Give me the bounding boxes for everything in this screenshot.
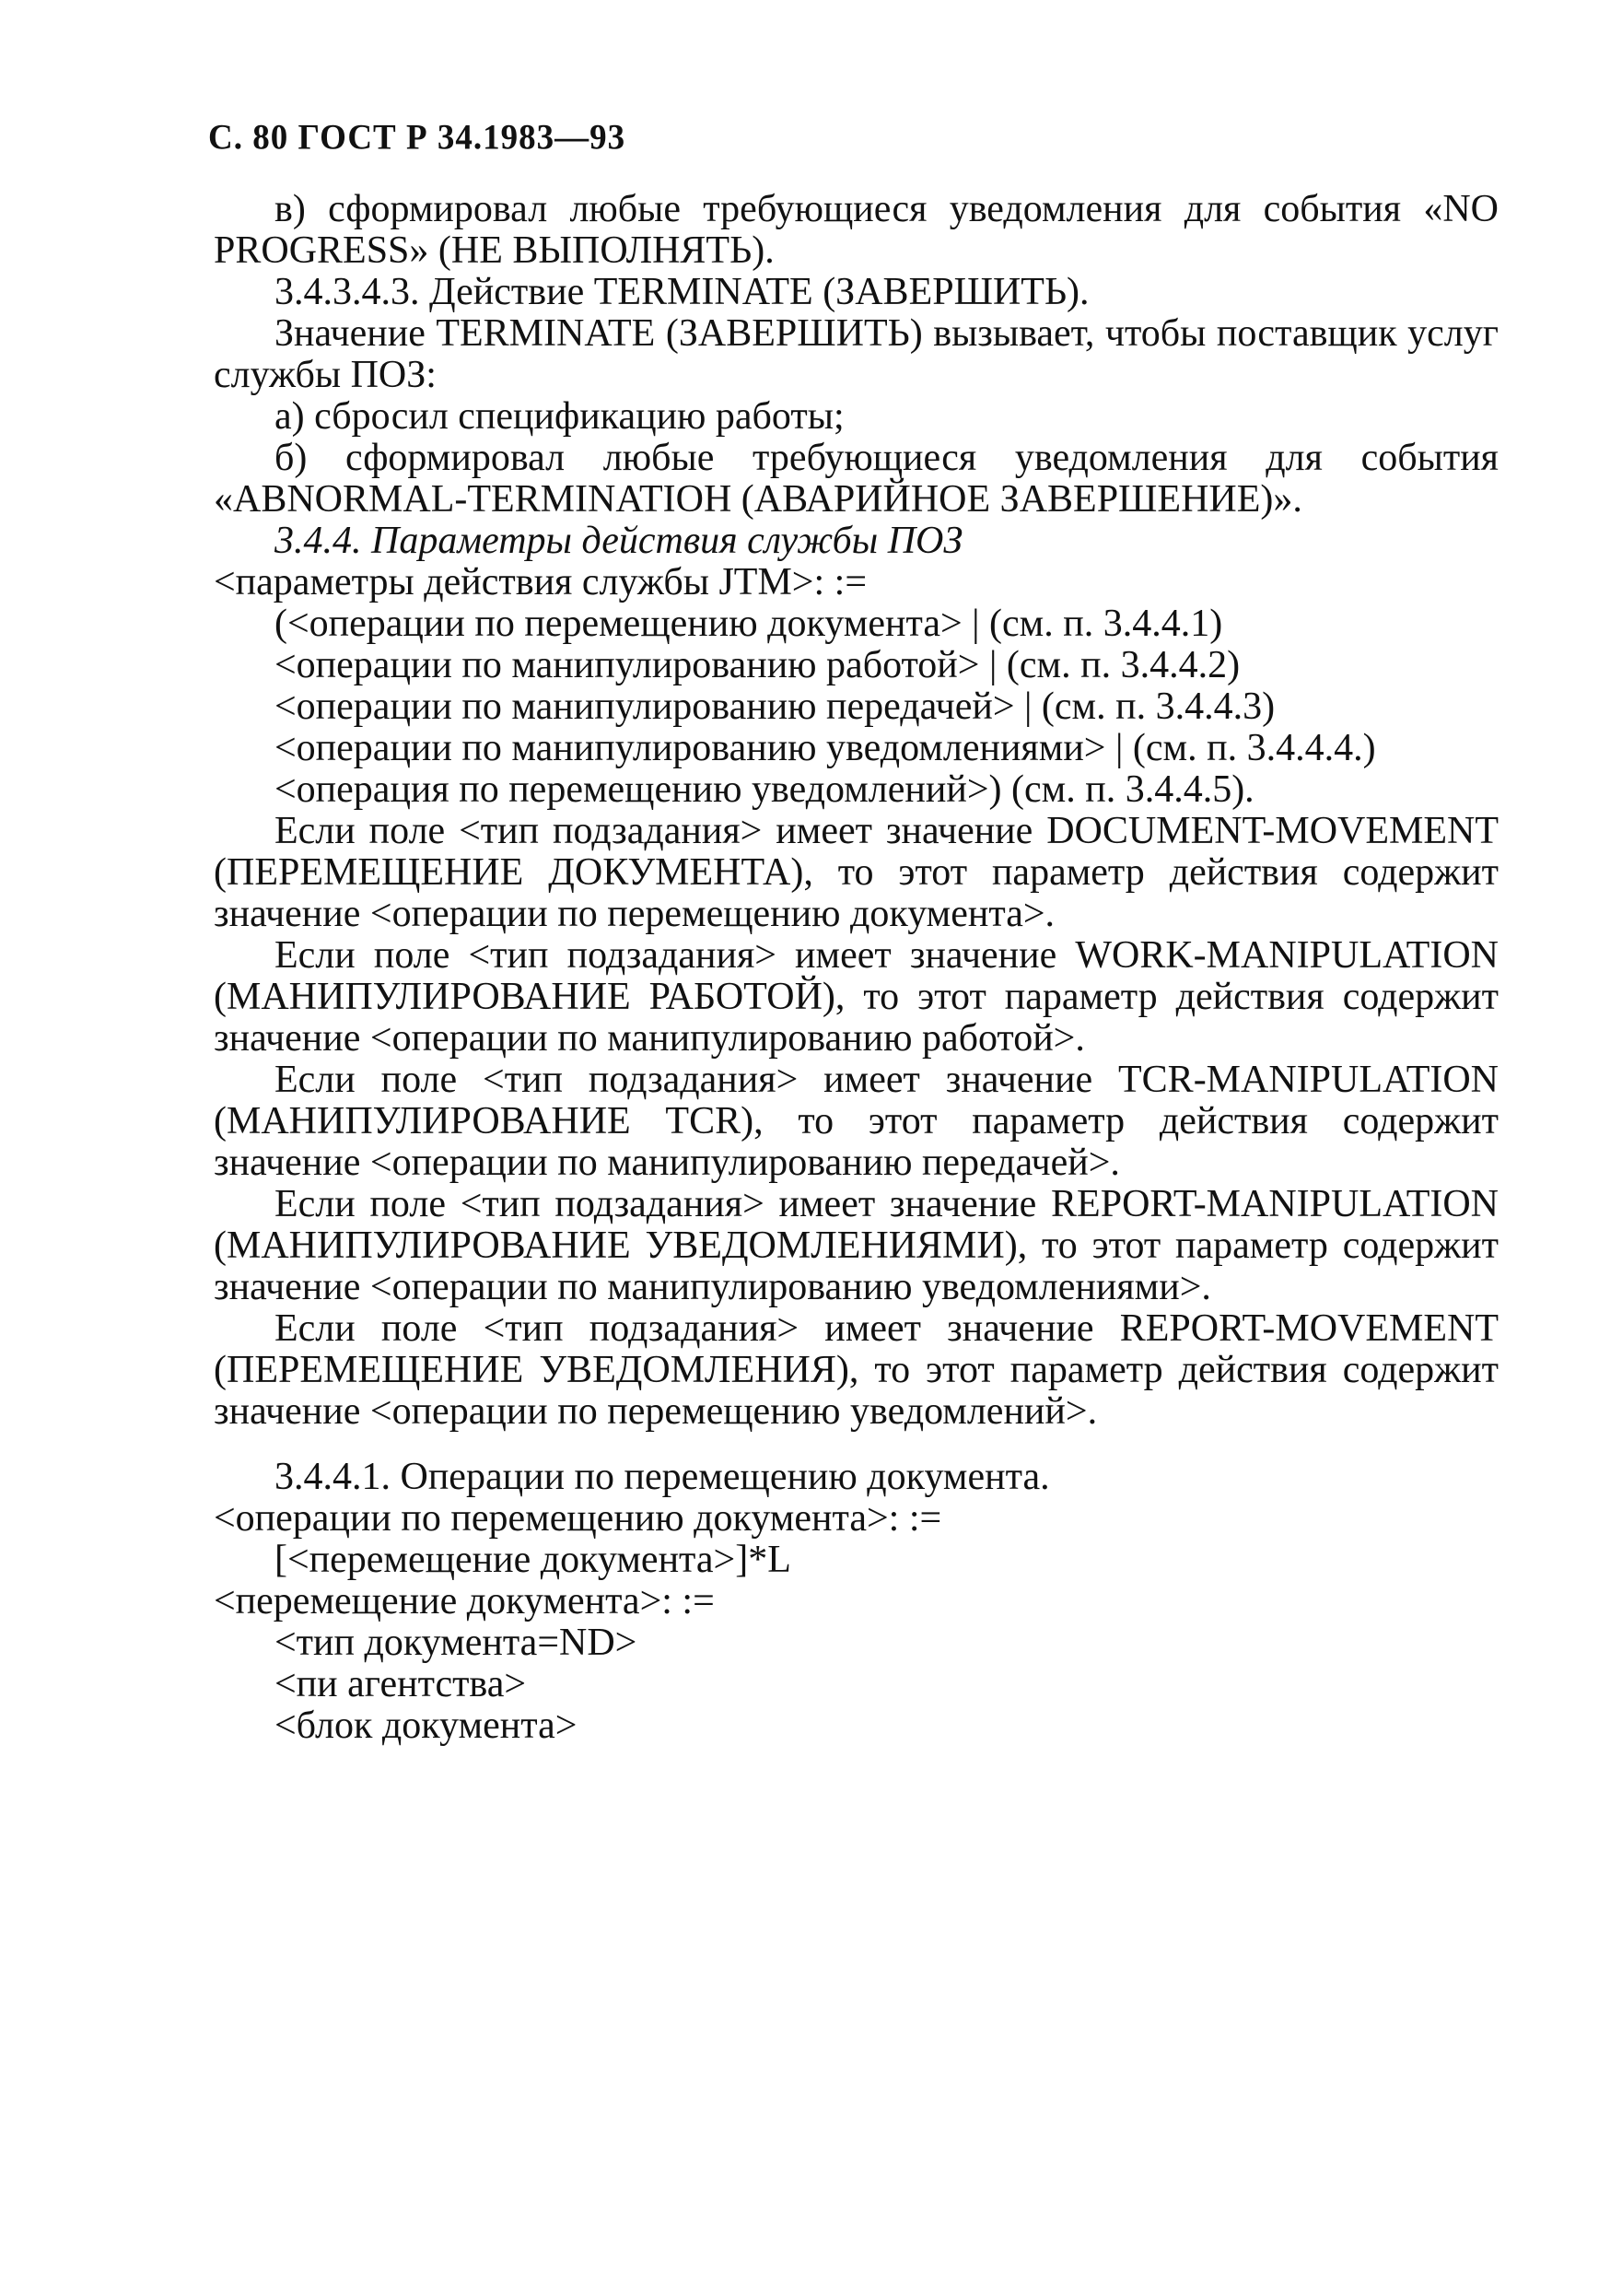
syntax-line: <блок документа> (274, 1704, 578, 1747)
paragraph: Если поле <тип подзадания> имеет значение WORK-MANIPULATION (МАНИПУЛИРОВАНИЕ РАБОТОЙ), то этот параметр действия содержит значение <операции по манипулированию работой>. (214, 934, 1499, 1060)
paragraph: в) сформировал любые требующиеся уведомления для события «NO PROGRESS» (НЕ ВЫПОЛНЯТЬ). (214, 188, 1499, 272)
syntax-line: <операции по перемещению документа>: := (214, 1497, 942, 1540)
paragraph: Значение TERMINATE (ЗАВЕРШИТЬ) вызывает, чтобы поставщик услуг службы ПОЗ: (214, 312, 1499, 396)
syntax-line: <пи агентства> (274, 1663, 527, 1705)
paragraph: Если поле <тип подзадания> имеет значение REPORT-MANIPULATION (МАНИПУЛИРОВАНИЕ УВЕДОМЛЕНИЯМИ), то этот параметр содержит значение <операции по манипулированию уведомлениями>. (214, 1183, 1499, 1308)
syntax-line: <параметры действия службы JTM>: := (214, 561, 868, 603)
syntax-line: <операции по манипулированию уведомлениями> | (см. п. 3.4.4.4.) (274, 727, 1376, 769)
section-heading: 3.4.3.4.3. Действие TERMINATE (ЗАВЕРШИТЬ). (274, 271, 1090, 313)
syntax-line: (<операции по перемещению документа> | (см. п. 3.4.4.1) (274, 603, 1223, 645)
syntax-line: <перемещение документа>: := (214, 1580, 715, 1622)
document-body (214, 189, 1499, 1747)
page-header: С. 80 ГОСТ Р 34.1983—93 (208, 117, 626, 158)
syntax-line: <тип документа=ND> (274, 1622, 637, 1664)
syntax-line: <операция по перемещению уведомлений>) (см. п. 3.4.4.5). (274, 768, 1254, 811)
section-heading: 3.4.4.1. Операции по перемещению документа. (274, 1456, 1050, 1498)
paragraph: Если поле <тип подзадания> имеет значение REPORT-MOVEMENT (ПЕРЕМЕЩЕНИЕ УВЕДОМЛЕНИЯ), то этот параметр действия содержит значение <операции по перемещению уведомлений>. (214, 1307, 1499, 1433)
syntax-line: <операции по манипулированию работой> | (см. п. 3.4.4.2) (274, 644, 1241, 686)
paragraph: Если поле <тип подзадания> имеет значение DOCUMENT-MOVEMENT (ПЕРЕМЕЩЕНИЕ ДОКУМЕНТА), то этот параметр действия содержит значение <операции по перемещению документа>. (214, 810, 1499, 935)
list-item: б) сформировал любые требующиеся уведомления для события «ABNORMAL-TERMINATIOH (АВАРИЙНОЕ ЗАВЕРШЕНИЕ)». (214, 437, 1499, 521)
syntax-line: <операции по манипулированию передачей> | (см. п. 3.4.4.3) (274, 685, 1276, 728)
list-item: а) сбросил спецификацию работы; (274, 395, 845, 438)
section-heading: 3.4.4. Параметры действия службы ПОЗ (274, 520, 963, 562)
paragraph: Если поле <тип подзадания> имеет значение TCR-MANIPULATION (МАНИПУЛИРОВАНИЕ TCR), то этот параметр действия содержит значение <операции по манипулированию передачей>. (214, 1059, 1499, 1184)
syntax-line: [<перемещение документа>]*L (274, 1539, 791, 1581)
